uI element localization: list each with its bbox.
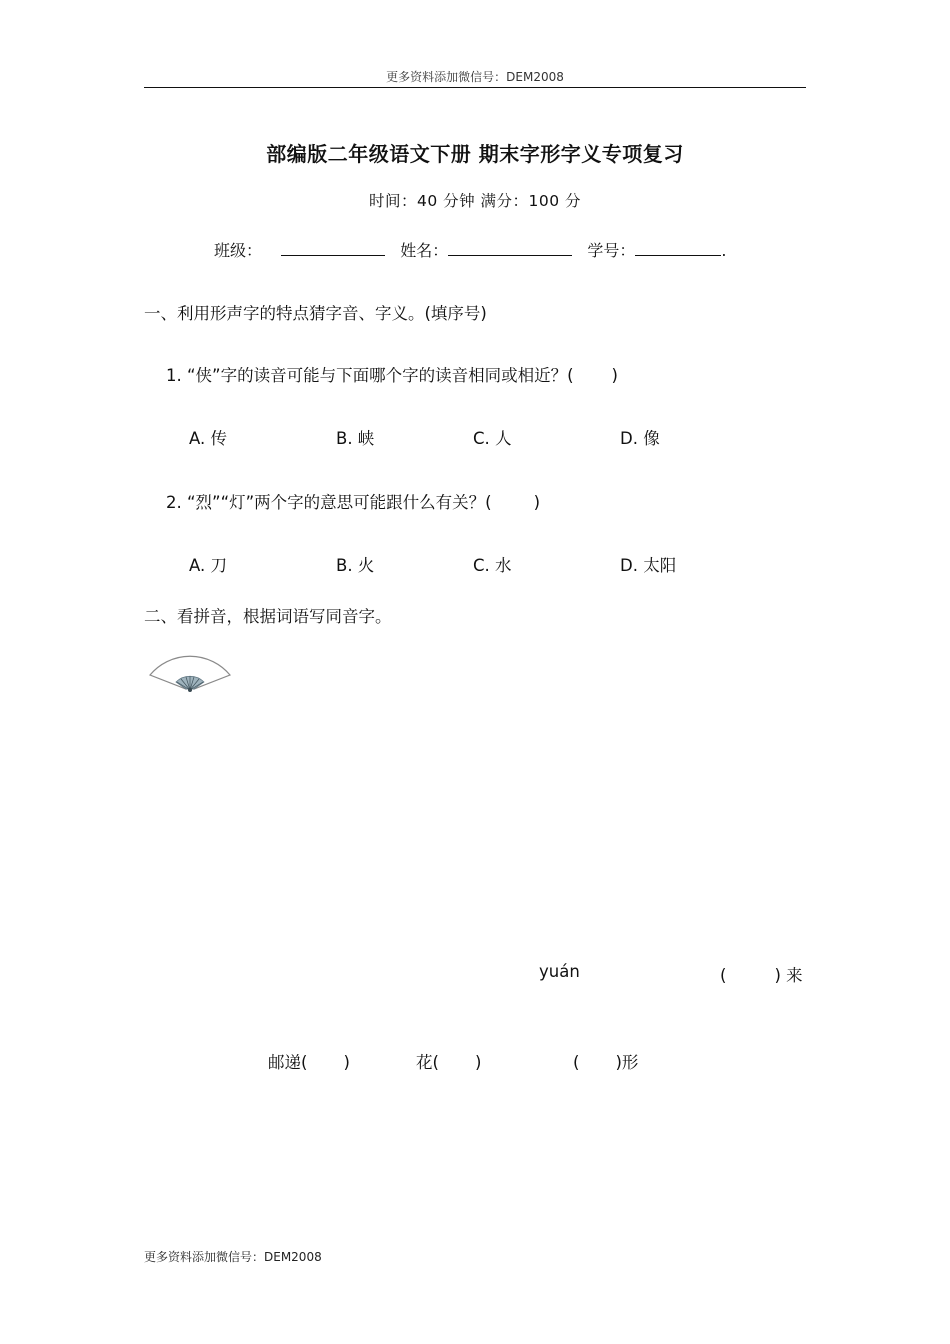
item-hua: [416, 1049, 481, 1073]
item-xing: [573, 1049, 638, 1073]
exam-meta: 时间：40 分钟 满分：100 分: [368, 192, 582, 210]
q2-option-a: A. 刀: [189, 556, 227, 575]
question-2: [166, 489, 540, 513]
page-header-note: 更多资料添加微信号：DEM2008: [386, 70, 564, 84]
student-info-line: [214, 238, 726, 261]
q2-option-c: C. 水: [473, 556, 512, 575]
q2-option-b: B. 火: [336, 556, 375, 575]
question-2-close: ): [533, 493, 541, 512]
pinyin-yuan: yuán: [539, 962, 580, 981]
page-title: 部编版二年级语文下册 期末字形字义专项复习: [266, 142, 684, 166]
q1-option-b: B. 峡: [336, 429, 375, 448]
item-youdi-close: ): [343, 1053, 350, 1072]
folding-fan-illustration: [146, 641, 234, 695]
id-blank[interactable]: [635, 241, 721, 256]
item-lai: [720, 962, 803, 986]
item-lai-open: (: [720, 966, 727, 985]
item-youdi-text: 邮递(: [268, 1053, 308, 1072]
header-rule: [144, 87, 806, 88]
class-label: 班级：: [214, 241, 263, 260]
q2-option-d: D. 太阳: [620, 556, 677, 575]
section2-heading: 二、看拼音，根据词语写同音字。: [144, 607, 392, 626]
item-lai-close: ) 来: [774, 966, 803, 985]
class-blank[interactable]: [281, 241, 385, 256]
item-hua-close: ): [474, 1053, 482, 1072]
name-blank[interactable]: [448, 241, 572, 256]
question-1-close: ): [611, 366, 618, 385]
q1-option-c: C. 人: [473, 429, 512, 448]
item-xing-close: )形: [615, 1053, 639, 1072]
info-end-mark: .: [721, 241, 727, 260]
id-label: 学号：: [587, 241, 636, 260]
question-1-text: 1. “侠”字的读音可能与下面哪个字的读音相同或相近？(: [166, 366, 574, 385]
q1-option-a: A. 传: [189, 429, 227, 448]
section1-heading: 一、利用形声字的特点猜字音、字义。(填序号): [144, 304, 487, 323]
item-xing-open: (: [573, 1053, 580, 1072]
question-1: [166, 362, 618, 386]
name-label: 姓名：: [400, 241, 449, 260]
q1-option-d: D. 像: [620, 429, 660, 448]
item-hua-text: 花(: [416, 1053, 439, 1072]
item-youdi: [268, 1049, 350, 1073]
question-2-text: 2. “烈”“灯”两个字的意思可能跟什么有关？(: [166, 493, 492, 512]
page-footer-note: 更多资料添加微信号：DEM2008: [144, 1250, 322, 1264]
